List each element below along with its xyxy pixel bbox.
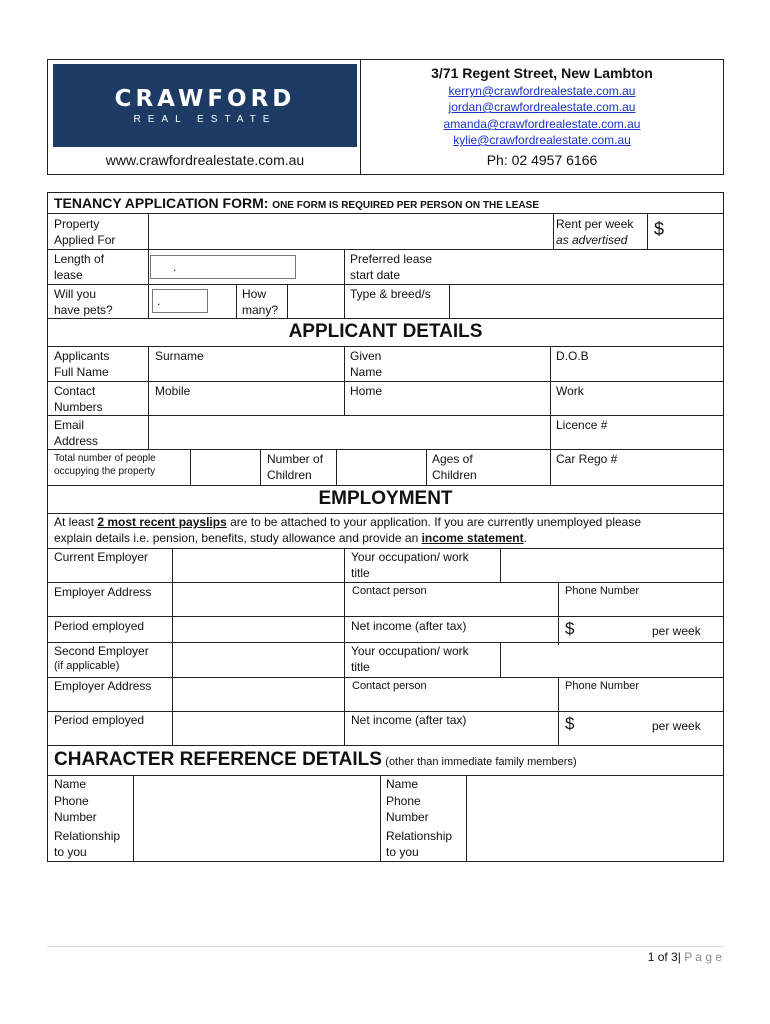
label-home: Home	[350, 384, 383, 398]
label-contact-person-2: Contact person	[352, 680, 427, 692]
net-income-input-1[interactable]	[482, 618, 557, 641]
phone-number-input-1[interactable]	[560, 599, 722, 615]
label-will-you: Will you	[54, 287, 97, 301]
label-contact-person-1: Contact person	[352, 585, 427, 597]
rent-input[interactable]	[668, 215, 722, 248]
label-name: Name	[350, 365, 383, 379]
period-employed-input-1[interactable]	[174, 618, 343, 641]
label-ref1-phone: Phone	[54, 794, 89, 808]
pet-breed-input[interactable]	[451, 286, 722, 317]
pets-value: .	[157, 294, 161, 308]
intro-payslips: 2 most recent payslips	[97, 515, 227, 529]
period-employed-input-2[interactable]	[174, 713, 343, 744]
label-occupation-1: Your occupation/ work	[351, 550, 469, 564]
employment-intro-line-2	[54, 530, 527, 546]
employer-address-input-1[interactable]	[174, 584, 343, 615]
email-link-kylie[interactable]: kylie@crawfordrealestate.com.au	[453, 133, 631, 147]
label-title-2: title	[351, 660, 370, 674]
occupation-input-2[interactable]	[502, 644, 722, 676]
employment-heading: EMPLOYMENT	[318, 488, 453, 509]
home-phone-input[interactable]	[346, 399, 549, 414]
office-phone: Ph: 02 4957 6166	[486, 152, 598, 168]
label-ref2-phone: Phone	[386, 794, 421, 808]
label-licence: Licence #	[556, 418, 608, 432]
label-address: Address	[54, 434, 99, 448]
label-ref2-number: Number	[386, 810, 429, 824]
label-occupying: occupying the property	[54, 466, 156, 477]
label-if-applicable: (if applicable)	[54, 660, 120, 672]
email-link-jordan[interactable]: jordan@crawfordrealestate.com.au	[448, 100, 636, 114]
label-car-rego: Car Rego #	[556, 452, 618, 466]
label-dob: D.O.B	[556, 349, 589, 363]
label-period-employed-1: Period employed	[54, 619, 145, 633]
label-preferred-lease: Preferred lease	[350, 252, 433, 266]
label-ref2-name: Name	[386, 777, 419, 791]
ref2-phone-input[interactable]	[468, 794, 722, 825]
label-email: Email	[54, 418, 85, 432]
lease-length-value: .	[173, 260, 177, 274]
label-phone-number-2: Phone Number	[565, 680, 639, 692]
lease-length-dropdown[interactable]	[150, 255, 296, 279]
label-numbers: Numbers	[54, 400, 103, 414]
rent-dollar-sign: $	[654, 219, 665, 239]
page-footer	[560, 949, 722, 965]
dob-input[interactable]	[552, 364, 722, 380]
logo-subtitle: REAL ESTATE	[133, 114, 277, 125]
occupation-input-1[interactable]	[502, 550, 722, 581]
label-current-employer: Current Employer	[54, 550, 149, 564]
label-type-breed: Type & breed/s	[350, 287, 431, 301]
reference-heading	[54, 748, 577, 772]
label-lease: lease	[54, 268, 83, 282]
label-ref2-relationship: Relationship	[386, 829, 453, 843]
work-phone-input[interactable]	[552, 399, 722, 414]
total-people-input[interactable]	[192, 451, 259, 484]
label-as-advertised: as advertised	[556, 233, 628, 247]
label-title-1: title	[351, 566, 370, 580]
form-title-main: TENANCY APPLICATION FORM:	[54, 195, 269, 211]
ref2-relationship-input[interactable]	[468, 828, 722, 861]
label-ref1-relationship: Relationship	[54, 829, 121, 843]
reference-heading-main: CHARACTER REFERENCE DETAILS	[54, 749, 382, 770]
label-mobile: Mobile	[155, 384, 191, 398]
lease-start-input[interactable]	[480, 251, 722, 283]
footer-rule	[47, 946, 724, 947]
label-per-week-2: per week	[652, 719, 701, 733]
licence-input[interactable]	[552, 433, 722, 448]
label-full-name: Full Name	[54, 365, 109, 379]
label-have-pets: have pets?	[54, 303, 113, 317]
reference-heading-note: (other than immediate family members)	[385, 756, 577, 768]
page-number: 1 of 3	[647, 950, 678, 964]
intro-income-statement: income statement	[421, 531, 524, 545]
intro-1-post: are to be attached to your application. If you are currently unemployed please	[226, 515, 642, 529]
label-surname: Surname	[155, 349, 204, 363]
label-children-ages: Children	[432, 468, 477, 482]
company-logo	[53, 64, 357, 147]
page-sep: |	[677, 950, 681, 964]
car-rego-input[interactable]	[552, 467, 722, 484]
property-input[interactable]	[150, 215, 552, 248]
contact-person-input-1[interactable]	[346, 599, 557, 615]
label-ref1-number: Number	[54, 810, 97, 824]
label-applicants: Applicants	[54, 349, 110, 363]
form-title	[54, 194, 539, 215]
email-link-amanda[interactable]: amanda@crawfordrealestate.com.au	[443, 117, 641, 131]
label-ref1-to-you: to you	[54, 845, 87, 859]
net-income-dollar-2: $	[565, 714, 575, 733]
label-ref2-to-you: to you	[386, 845, 419, 859]
pets-count-input[interactable]	[289, 286, 343, 317]
surname-input[interactable]	[150, 363, 343, 380]
label-start-date: start date	[350, 268, 401, 282]
current-employer-input[interactable]	[174, 550, 343, 581]
office-address: 3/71 Regent Street, New Lambton	[431, 65, 653, 81]
label-employer-address-1: Employer Address	[54, 585, 152, 599]
label-per-week-1: per week	[652, 624, 701, 638]
children-ages-input[interactable]	[484, 451, 549, 484]
children-count-input[interactable]	[338, 451, 425, 484]
label-total-people: Total number of people	[54, 453, 156, 464]
employer-address-input-2[interactable]	[174, 679, 343, 710]
pets-dropdown[interactable]	[152, 289, 208, 313]
label-second-employer: Second Employer	[54, 644, 149, 658]
label-many: many?	[242, 303, 279, 317]
intro-2-pre: explain details i.e. pension, benefits, study allowance and provide an	[54, 531, 422, 545]
email-link-kerryn[interactable]: kerryn@crawfordrealestate.com.au	[448, 84, 636, 98]
label-ref1-name: Name	[54, 777, 87, 791]
ref1-name-input[interactable]	[135, 777, 379, 793]
net-income-input-2[interactable]	[482, 713, 557, 744]
label-period-employed-2: Period employed	[54, 713, 145, 727]
logo-name: CRAWFORD	[114, 86, 296, 112]
ref2-name-input[interactable]	[468, 777, 722, 793]
label-length-of: Length of	[54, 252, 105, 266]
website-link[interactable]: www.crawfordrealestate.com.au	[105, 152, 305, 168]
employment-intro-line-1	[54, 514, 641, 530]
label-how: How	[242, 287, 267, 301]
label-ages-of: Ages of	[432, 452, 473, 466]
intro-1-pre: At least	[54, 515, 98, 529]
header-divider	[360, 59, 361, 175]
label-net-income-2: Net income (after tax)	[351, 713, 467, 727]
label-occupation-2: Your occupation/ work	[351, 644, 469, 658]
ref1-relationship-input[interactable]	[135, 828, 379, 861]
label-applied-for: Applied For	[54, 233, 116, 247]
label-property: Property	[54, 217, 100, 231]
contact-person-input-2[interactable]	[346, 694, 557, 710]
label-rent-per-week: Rent per week	[556, 217, 634, 231]
mobile-input[interactable]	[150, 399, 343, 414]
label-phone-number-1: Phone Number	[565, 585, 639, 597]
label-children-count: Children	[267, 468, 312, 482]
label-given: Given	[350, 349, 382, 363]
form-title-note: ONE FORM IS REQUIRED PER PERSON ON THE LEASE	[272, 200, 539, 211]
label-net-income-1: Net income (after tax)	[351, 619, 467, 633]
label-work: Work	[556, 384, 584, 398]
ref1-phone-input[interactable]	[135, 794, 379, 825]
label-contact: Contact	[54, 384, 96, 398]
net-income-dollar-1: $	[565, 619, 575, 638]
given-name-input[interactable]	[390, 348, 549, 380]
intro-2-post: .	[523, 531, 527, 545]
second-employer-input[interactable]	[174, 644, 343, 676]
phone-number-input-2[interactable]	[560, 694, 722, 710]
applicant-details-heading: APPLICANT DETAILS	[288, 321, 483, 342]
email-input[interactable]	[150, 417, 549, 448]
page-label: P a g e	[684, 950, 722, 964]
label-number-of: Number of	[267, 452, 324, 466]
label-employer-address-2: Employer Address	[54, 679, 152, 693]
